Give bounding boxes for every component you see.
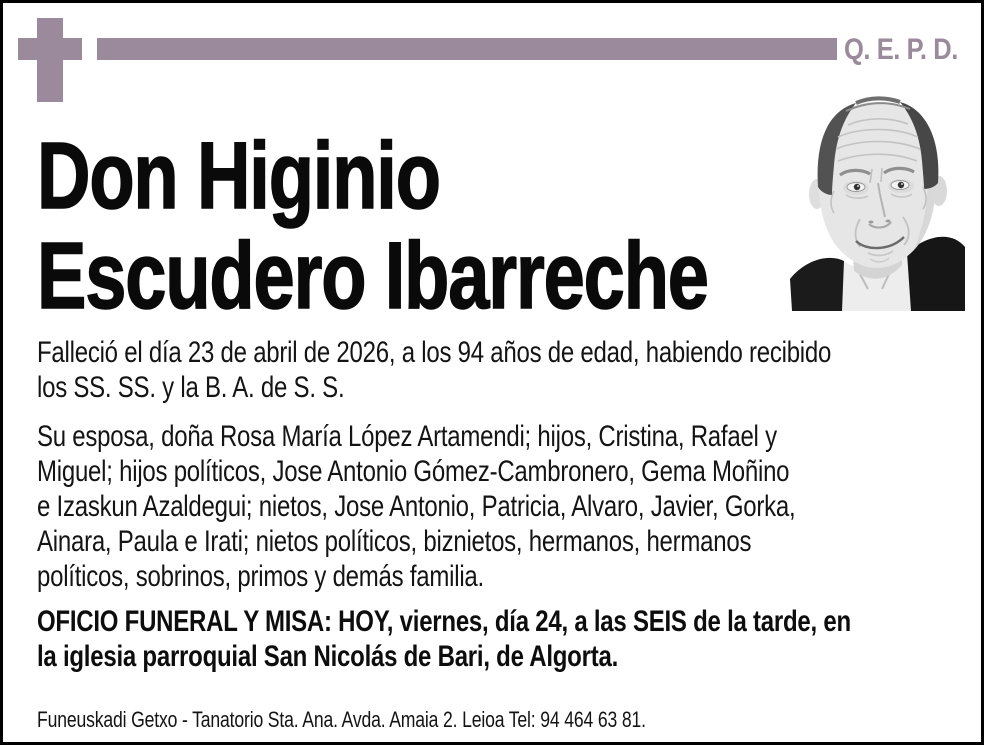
family-line: Miguel; hijos políticos, Jose Antonio Gómez-Cambronero, Gema Moñino [37, 455, 790, 488]
family-paragraph [37, 419, 984, 594]
funeral-service-paragraph [37, 604, 984, 674]
death-notice-line: Falleció el día 23 de abril de 2026, a los 94 años de edad, habiendo recibido [37, 336, 832, 369]
death-notice-line: los SS. SS. y la B. A. de S. S. [37, 371, 345, 404]
death-notice-paragraph [37, 335, 984, 405]
header-band [97, 38, 837, 60]
family-line: políticos, sobrinos, primos y demás familia. [37, 560, 484, 593]
family-line: Su esposa, doña Rosa María López Artamendi; hijos, Cristina, Rafael y [37, 420, 777, 453]
family-line: Ainara, Paula e Irati; nietos políticos, biznietos, hermanos, hermanos [37, 525, 752, 558]
deceased-name [37, 123, 897, 329]
funeral-service-line: la iglesia parroquial San Nicolás de Bari, de Algorta. [37, 640, 618, 673]
cross-icon-horizontal-bar [18, 38, 82, 60]
funeral-home-info: Funeuskadi Getxo - Tanatorio Sta. Ana. Avda. Amaia 2. Leioa Tel: 94 464 63 81. [37, 707, 646, 732]
deceased-name-line1: Don Higinio [37, 123, 440, 229]
funeral-service-line: OFICIO FUNERAL Y MISA: HOY, viernes, día 24, a las SEIS de la tarde, en [37, 605, 851, 638]
family-line: e Izaskun Azaldegui; nietos, Jose Antonio, Patricia, Alvaro, Javier, Gorka, [37, 490, 796, 523]
deceased-name-line2: Escudero Ibarreche [37, 223, 708, 329]
cross-icon-vertical-bar [37, 18, 63, 102]
qepd-label: Q. E. P. D. [844, 33, 958, 66]
